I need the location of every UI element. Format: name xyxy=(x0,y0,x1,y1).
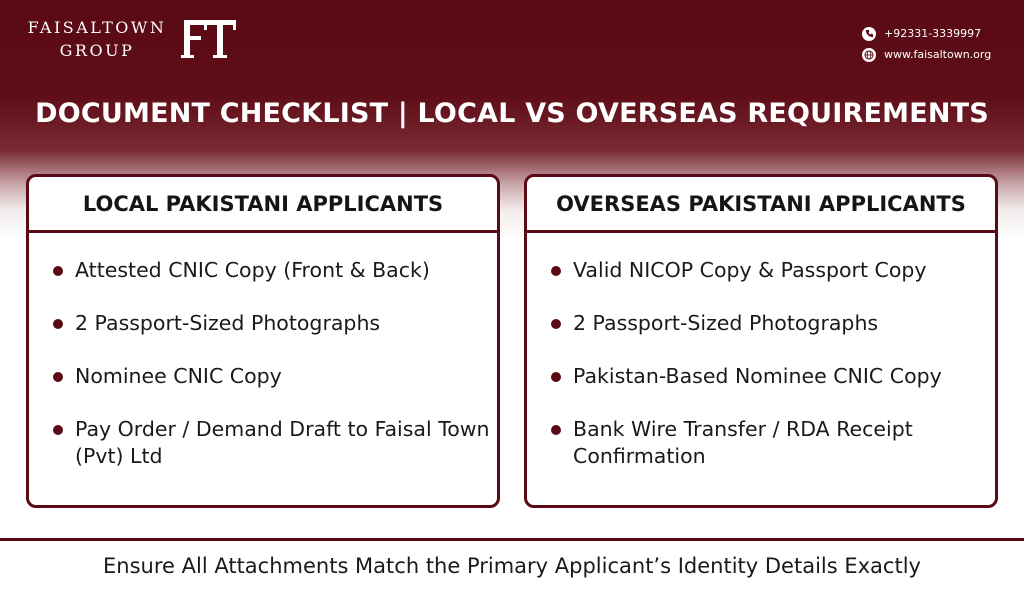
page-title: DOCUMENT CHECKLIST | LOCAL VS OVERSEAS REQUIREMENTS xyxy=(35,98,989,129)
list-item xyxy=(51,257,497,284)
list-item-text: Bank Wire Transfer / RDA Receipt Confirmation xyxy=(573,417,913,468)
list-item-text: Pakistan-Based Nominee CNIC Copy xyxy=(573,364,942,388)
phone-icon xyxy=(862,27,876,41)
list-item xyxy=(549,416,969,470)
list-item xyxy=(51,310,497,337)
list-item xyxy=(549,310,995,337)
local-card-heading: LOCAL PAKISTANI APPLICANTS xyxy=(29,177,497,233)
local-applicants-card xyxy=(26,174,500,508)
footer-divider xyxy=(0,538,1024,541)
bullet-icon xyxy=(551,372,561,382)
list-item xyxy=(51,363,497,390)
list-item-text: Attested CNIC Copy (Front & Back) xyxy=(75,258,430,282)
footer-note: Ensure All Attachments Match the Primary Applicant’s Identity Details Exactly xyxy=(103,554,921,578)
bullet-icon xyxy=(551,266,561,276)
local-requirements-list xyxy=(29,233,497,470)
list-item xyxy=(51,416,497,470)
contact-website xyxy=(862,45,1002,64)
overseas-card-heading: OVERSEAS PAKISTANI APPLICANTS xyxy=(527,177,995,233)
phone-number[interactable]: +92331-3339997 xyxy=(884,27,982,40)
list-item xyxy=(549,257,995,284)
contact-info xyxy=(862,24,1002,66)
overseas-applicants-card xyxy=(524,174,998,508)
brand-wordmark xyxy=(22,18,172,61)
list-item-text: Pay Order / Demand Draft to Faisal Town (Pvt) Ltd xyxy=(75,417,490,468)
list-item-text: Nominee CNIC Copy xyxy=(75,364,282,388)
brand-name-line2: GROUP xyxy=(59,41,135,60)
website-url[interactable]: www.faisaltown.org xyxy=(884,48,992,61)
bullet-icon xyxy=(53,425,63,435)
brand-name-line1: FAISALTOWN xyxy=(27,18,167,37)
bullet-icon xyxy=(551,319,561,329)
globe-icon xyxy=(862,48,876,62)
bullet-icon xyxy=(551,425,561,435)
list-item-text: 2 Passport-Sized Photographs xyxy=(75,311,381,335)
ft-monogram-icon xyxy=(180,18,238,60)
brand-logo xyxy=(22,18,252,64)
list-item xyxy=(549,363,995,390)
overseas-requirements-list xyxy=(527,233,995,470)
list-item-text: 2 Passport-Sized Photographs xyxy=(573,311,879,335)
contact-phone xyxy=(862,24,1002,43)
bullet-icon xyxy=(53,372,63,382)
bullet-icon xyxy=(53,266,63,276)
bullet-icon xyxy=(53,319,63,329)
list-item-text: Valid NICOP Copy & Passport Copy xyxy=(573,258,927,282)
